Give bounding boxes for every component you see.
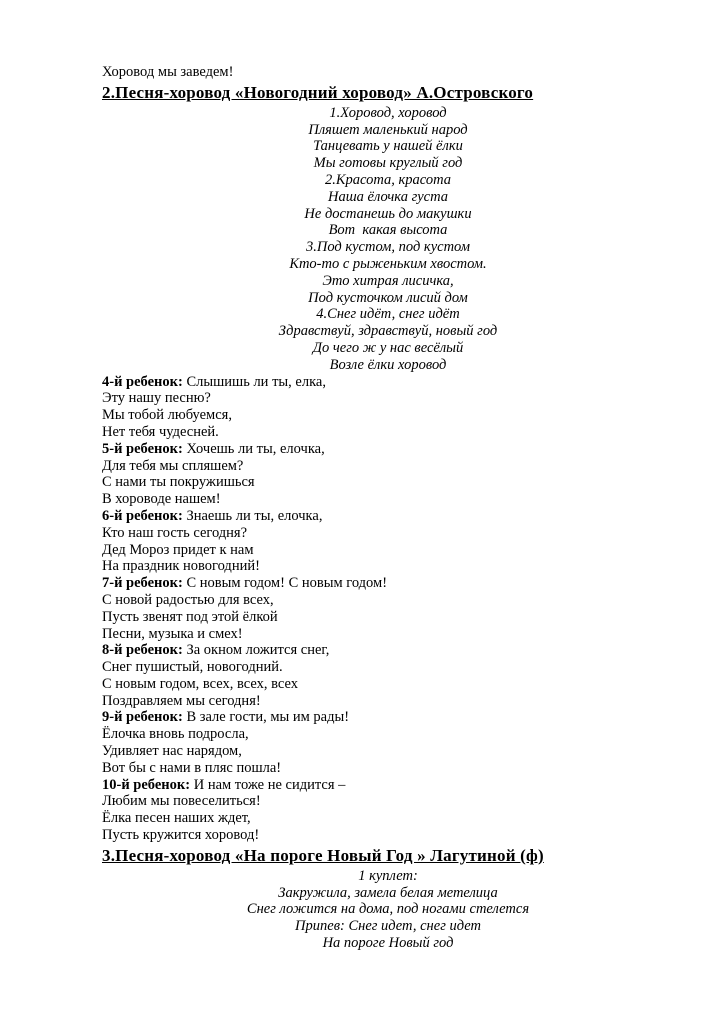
child-label: 7-й ребенок: <box>102 575 183 592</box>
verse-line: Не достанешь до макушки <box>304 205 472 222</box>
child-first-line: С новым годом! С новым годом! <box>186 575 388 592</box>
child-line: Дед Мороз придет к нам <box>102 541 254 558</box>
child-line: Эту нашу песню? <box>102 390 211 407</box>
child-label: 4-й ребенок: <box>102 373 183 390</box>
verse-line: Здравствуй, здравствуй, новый год <box>278 323 498 340</box>
intro-line: Хоровод мы заведем! <box>102 64 234 80</box>
verse-line: Пляшет маленький народ <box>308 121 468 138</box>
verse-line: На пороге Новый год <box>322 935 454 952</box>
verse-line: Закружила, замела белая метелица <box>278 884 498 901</box>
song2-title: 2.Песня-хоровод «Новогодний хоровод» А.Островского <box>102 82 534 102</box>
child-label: 8-й ребенок: <box>102 642 183 659</box>
verse-line: Припев: Снег идет, снег идет <box>295 918 481 935</box>
child-line: Пусть кружится хоровод! <box>102 827 260 844</box>
child-speech-block-9 <box>102 709 674 776</box>
child-line: Поздравляем мы сегодня! <box>102 692 261 709</box>
verse-line: 1 куплет: <box>358 867 418 884</box>
child-line: Ёлочка вновь подросла, <box>102 726 249 743</box>
child-speech-line <box>102 642 674 659</box>
song3-title: 3.Песня-хоровод «На пороге Новый Год » Лагутиной (ф) <box>102 845 544 865</box>
child-line: На праздник новогодний! <box>102 558 260 575</box>
child-speech-block-4 <box>102 374 674 441</box>
child-line: С новой радостью для всех, <box>102 591 274 608</box>
child-line: Нет тебя чудесней. <box>102 423 219 440</box>
verse-line: Это хитрая лисичка, <box>322 272 454 289</box>
child-speech-line <box>102 777 674 794</box>
verse-line: Кто-то с рыженьким хвостом. <box>289 255 487 272</box>
child-speech-block-10 <box>102 777 674 844</box>
child-first-line: Слышишь ли ты, елка, <box>186 373 326 390</box>
child-first-line: И нам тоже не сидится – <box>193 776 346 793</box>
child-line: Кто наш гость сегодня? <box>102 524 248 541</box>
verse-line: 3.Под кустом, под кустом <box>305 239 471 256</box>
child-line: Вот бы с нами в пляс пошла! <box>102 759 282 776</box>
child-label: 9-й ребенок: <box>102 709 183 726</box>
child-line: Ёлка песен наших ждет, <box>102 810 251 827</box>
child-speech-block-7 <box>102 575 674 642</box>
child-speech-block-8 <box>102 642 674 709</box>
verse-line: 1.Хоровод, хоровод <box>329 104 447 121</box>
child-speech-line <box>102 575 674 592</box>
child-line: Песни, музыка и смех! <box>102 625 243 642</box>
child-speech-block-5 <box>102 441 674 508</box>
child-line: С новым годом, всех, всех, всех <box>102 675 298 692</box>
song2-verse-block <box>102 105 674 374</box>
verse-line: Возле ёлки хоровод <box>329 356 447 373</box>
child-first-line: Хочешь ли ты, елочка, <box>186 440 325 457</box>
child-speech-line <box>102 441 674 458</box>
child-line: Любим мы повеселиться! <box>102 793 261 810</box>
child-line: Удивляет нас нарядом, <box>102 743 242 760</box>
verse-line: До чего ж у нас весёлый <box>312 339 464 356</box>
child-label: 10-й ребенок: <box>102 776 191 793</box>
verse-line: 4.Снег идёт, снег идёт <box>316 306 460 323</box>
verse-line: 2.Красота, красота <box>325 171 451 188</box>
child-first-line: В зале гости, мы им рады! <box>186 709 350 726</box>
verse-line: Снег ложится на дома, под ногами стелется <box>246 901 530 918</box>
verse-line: Под кусточком лисий дом <box>308 289 468 306</box>
child-speech-line <box>102 709 674 726</box>
child-label: 6-й ребенок: <box>102 507 183 524</box>
verse-line: Наша ёлочка густа <box>328 188 448 205</box>
child-line: Снег пушистый, новогодний. <box>102 659 283 676</box>
child-label: 5-й ребенок: <box>102 440 183 457</box>
child-speech-line <box>102 508 674 525</box>
song3-verse-block <box>102 868 674 952</box>
verse-line: Танцевать у нашей ёлки <box>313 138 463 155</box>
child-line: С нами ты покружишься <box>102 474 255 491</box>
child-speech-block-6 <box>102 508 674 575</box>
child-line: Для тебя мы спляшем? <box>102 457 244 474</box>
child-first-line: Знаешь ли ты, елочка, <box>186 507 323 524</box>
child-line: Пусть звенят под этой ёлкой <box>102 608 278 625</box>
verse-line: Вот какая высота <box>328 222 448 239</box>
child-line: Мы тобой любуемся, <box>102 407 232 424</box>
child-line: В хороводе нашем! <box>102 491 221 508</box>
child-speech-line <box>102 374 674 391</box>
verse-line: Мы готовы круглый год <box>313 155 463 172</box>
child-first-line: За окном ложится снег, <box>186 642 330 659</box>
